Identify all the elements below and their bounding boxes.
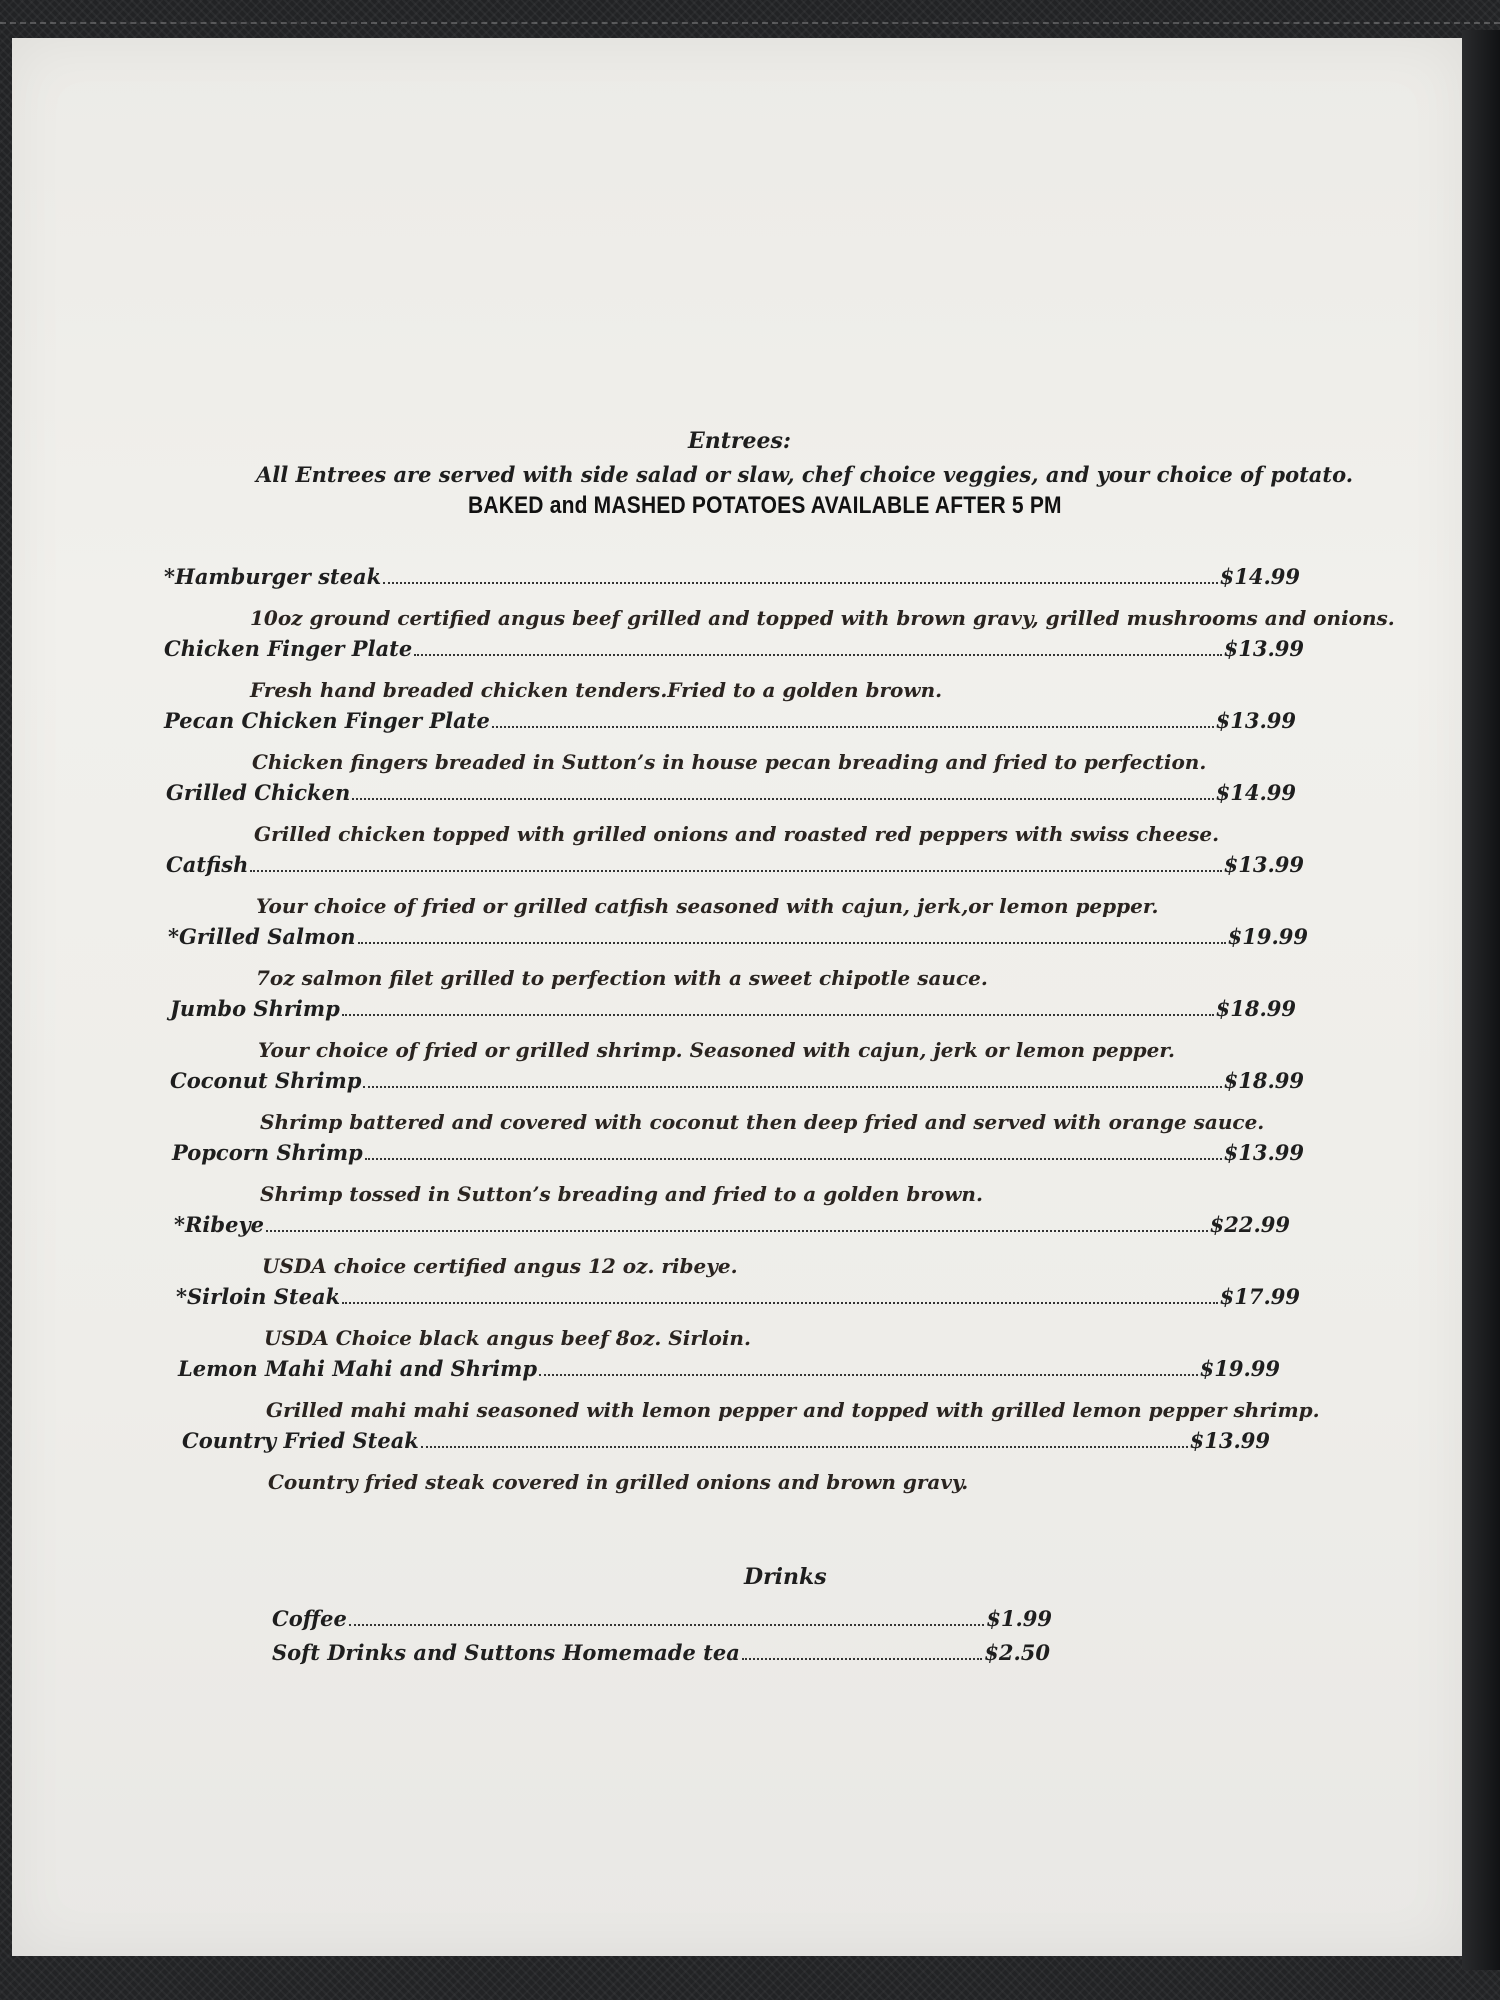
item-name: *Ribeye [174,1212,265,1237]
leader-dots [363,1085,1221,1088]
menu-item-hamburger-steak [164,564,1300,589]
menu-item-pecan-chicken-finger-plate [164,708,1296,733]
menu-item-chicken-finger-plate [164,636,1304,661]
leader-dots [352,797,1213,800]
item-name: Jumbo Shrimp [170,996,340,1021]
item-price: $22.99 [1209,1212,1290,1237]
item-price: $13.99 [1189,1428,1270,1453]
entrees-intro: All Entrees are served with side salad or slaw, chef choice veggies, and your choice of potato. [256,462,1354,487]
menu-item-catfish [166,852,1304,877]
item-description: Your choice of fried or grilled catfish seasoned with cajun, jerk,or lemon pepper. [256,894,1159,918]
drinks-title: Drinks [744,1564,827,1590]
leader-dots [349,1623,984,1626]
potato-notice: BAKED and MASHED POTATOES AVAILABLE AFTER 5 PM [468,492,1062,519]
menu-item-popcorn-shrimp [172,1140,1304,1165]
leader-dots [492,725,1214,728]
leader-dots [250,869,1221,872]
item-price: $17.99 [1219,1284,1300,1309]
binder-stitching [0,22,1500,24]
item-price: $1.99 [986,1606,1052,1631]
item-name: Pecan Chicken Finger Plate [164,708,490,733]
menu-item-lemon-mahi-mahi-and-shrimp [178,1356,1280,1381]
item-name: *Sirloin Steak [176,1284,341,1309]
item-description: Shrimp battered and covered with coconut then deep fried and served with orange sauce. [260,1110,1265,1134]
item-name: Catfish [166,852,249,877]
leader-dots [266,1229,1208,1232]
leader-dots [421,1445,1188,1448]
item-name: Coffee [272,1606,347,1631]
item-price: $14.99 [1219,564,1300,589]
leader-dots [539,1373,1198,1376]
item-description: 10oz ground certified angus beef grilled and topped with brown gravy, grilled mushrooms and onions. [250,606,1395,630]
item-name: *Grilled Salmon [168,924,356,949]
item-name: Grilled Chicken [166,780,351,805]
item-name: Soft Drinks and Suttons Homemade tea [272,1640,740,1665]
item-price: $14.99 [1215,780,1296,805]
item-price: $13.99 [1223,852,1304,877]
item-description: USDA Choice black angus beef 8oz. Sirloin. [264,1326,751,1350]
menu-item-soft-drinks-and-tea [272,1640,1050,1665]
menu-item-grilled-salmon [168,924,1308,949]
item-name: *Hamburger steak [164,564,382,589]
item-name: Country Fried Steak [182,1428,419,1453]
item-description: Grilled chicken topped with grilled onions and roasted red peppers with swiss cheese. [254,822,1220,846]
item-description: 7oz salmon filet grilled to perfection with a sweet chipotle sauce. [256,966,988,990]
item-price: $2.50 [984,1640,1050,1665]
leader-dots [742,1657,982,1660]
item-price: $18.99 [1215,996,1296,1021]
leader-dots [358,941,1226,944]
item-name: Lemon Mahi Mahi and Shrimp [178,1356,537,1381]
item-price: $13.99 [1223,636,1304,661]
item-name: Coconut Shrimp [170,1068,362,1093]
menu-page [12,38,1462,1956]
item-name: Chicken Finger Plate [164,636,413,661]
leader-dots [414,653,1221,656]
leader-dots [342,1013,1214,1016]
item-description: USDA choice certified angus 12 oz. ribeye. [262,1254,738,1278]
leader-dots [383,581,1217,584]
menu-item-country-fried-steak [182,1428,1270,1453]
item-price: $13.99 [1215,708,1296,733]
leader-dots [365,1157,1222,1160]
menu-item-jumbo-shrimp [170,996,1296,1021]
item-description: Country fried steak covered in grilled onions and brown gravy. [268,1470,969,1494]
item-description: Grilled mahi mahi seasoned with lemon pepper and topped with grilled lemon pepper shrimp. [266,1398,1320,1422]
menu-item-coconut-shrimp [170,1068,1304,1093]
item-price: $18.99 [1223,1068,1304,1093]
item-description: Your choice of fried or grilled shrimp. Seasoned with cajun, jerk or lemon pepper. [258,1038,1176,1062]
menu-item-coffee [272,1606,1052,1631]
item-description: Chicken fingers breaded in Sutton’s in house pecan breading and fried to perfection. [252,750,1207,774]
menu-item-sirloin-steak [176,1284,1300,1309]
item-price: $13.99 [1223,1140,1304,1165]
menu-item-ribeye [174,1212,1290,1237]
binder-spine [1462,30,1500,1970]
item-price: $19.99 [1227,924,1308,949]
leader-dots [342,1301,1218,1304]
item-name: Popcorn Shrimp [172,1140,363,1165]
item-price: $19.99 [1199,1356,1280,1381]
item-description: Shrimp tossed in Sutton’s breading and fried to a golden brown. [260,1182,983,1206]
entrees-title: Entrees: [688,428,792,454]
menu-item-grilled-chicken [166,780,1296,805]
item-description: Fresh hand breaded chicken tenders.Fried to a golden brown. [250,678,943,702]
